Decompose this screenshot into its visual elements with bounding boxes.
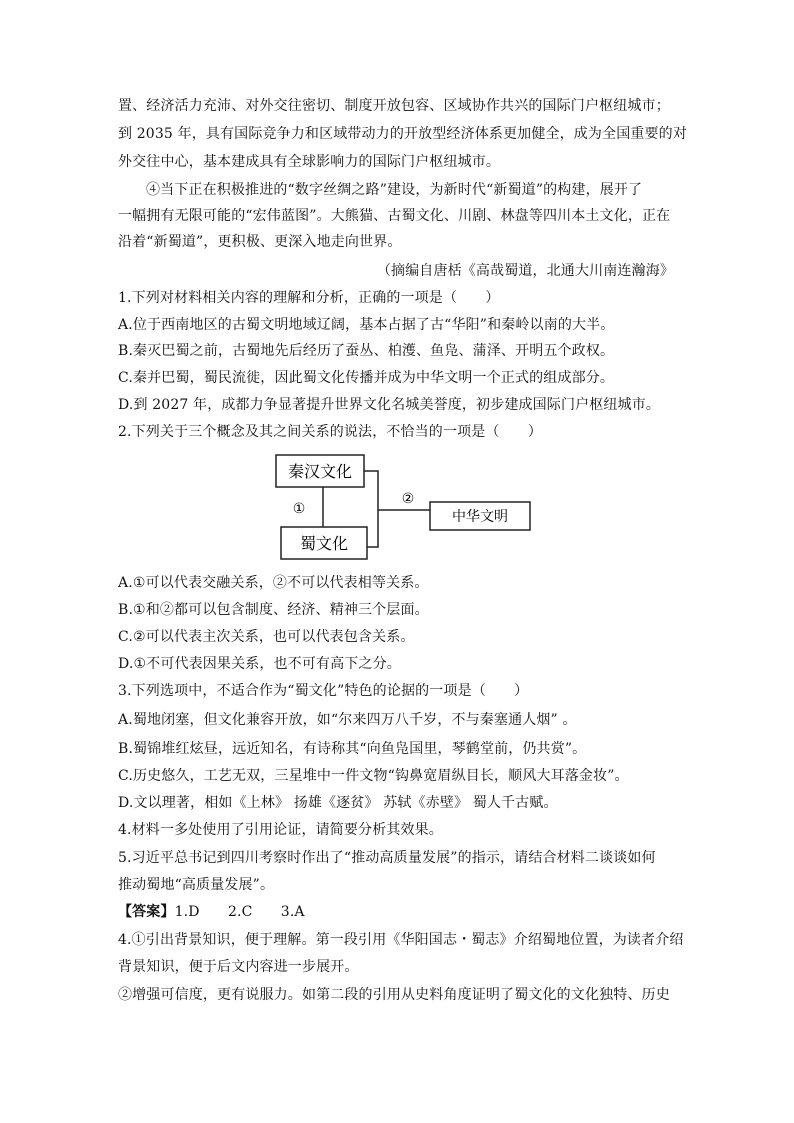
question-2-option-c: C.②可以代表主次关系，也可以代表包含关系。 bbox=[118, 629, 415, 645]
material-text-line: 置、经济活力充沛、对外交往密切、制度开放包容、区域协作共兴的国际门户枢纽城市； bbox=[118, 98, 670, 114]
question-1-stem: 1.下列对材料相关内容的理解和分析，正确的一项是（ ） bbox=[118, 290, 500, 306]
answer-label: 【答案】 bbox=[118, 904, 175, 920]
question-1-option-d: D.到 2027 年，成都力争显著提升世界文化名城美誉度，初步建成国际门户枢纽城市。 bbox=[118, 397, 661, 413]
label-circled-2: ② bbox=[401, 491, 415, 507]
material-text-line: 外交往中心，基本建成具有全球影响力的国际门户枢纽城市。 bbox=[118, 154, 501, 170]
question-5-stem-cont: 推动蜀地“高质量发展”。 bbox=[118, 877, 275, 893]
question-5-stem: 5.习近平总书记到四川考察时作出了“推动高质量发展”的指示，请结合材料二谈谈如何 bbox=[118, 850, 656, 866]
label-circled-1: ① bbox=[292, 501, 306, 517]
material-text-line: 一幅拥有无限可能的“宏伟蓝图”。大熊猫、古蜀文化、川剧、林盘等四川本土文化，正在 bbox=[118, 208, 671, 224]
question-3-option-c: C.历史悠久，工艺无双，三星堆中一件文物“钩鼻宽眉纵目长，顺风大耳落金妆”。 bbox=[118, 768, 629, 784]
material-paragraph-4: ④当下正在积极推进的“数字丝绸之路”建设，为新时代“新蜀道”的构建，展开了 bbox=[146, 182, 643, 198]
question-2-option-d: D.①不可代表因果关系，也不可有高下之分。 bbox=[118, 656, 401, 672]
answer-4-line: 4.①引出背景知识，便于理解。第一段引用《华阳国志・蜀志》介绍蜀地位置，为读者介绍 bbox=[118, 932, 684, 948]
question-2-stem: 2.下列关于三个概念及其之间关系的说法，不恰当的一项是（ ） bbox=[118, 424, 543, 440]
question-4-stem: 4.材料一多处使用了引用论证，请简要分析其效果。 bbox=[118, 822, 443, 838]
question-3-option-b: B.蜀锦堆红炫昼，远近知名，有诗称其“向鱼凫国里，琴鹤堂前，仍共赏”。 bbox=[118, 741, 587, 757]
box-zhonghua-label: 中华文明 bbox=[452, 509, 508, 525]
answer-4-line: 背景知识，便于后文内容进一步展开。 bbox=[118, 959, 359, 975]
material-text-line: 沿着“新蜀道”，更积极、更深入地走向世界。 bbox=[118, 234, 402, 250]
answer-choices: 1.D 2.C 3.A bbox=[174, 904, 305, 920]
material-source: （摘编自唐栝《高哉蜀道，北通大川南连瀚海》 bbox=[376, 263, 674, 279]
question-2-option-a: A.①可以代表交融关系，②不可以代表相等关系。 bbox=[118, 575, 429, 591]
question-3-option-a: A.蜀地闭塞，但文化兼容开放，如“尔来四万八千岁，不与秦塞通人烟” 。 bbox=[118, 712, 577, 728]
question-3-stem: 3.下列选项中，不适合作为“蜀文化”特色的论据的一项是（ ） bbox=[118, 683, 529, 699]
answer-row bbox=[118, 903, 678, 921]
material-text-line: 到 2035 年，具有国际竞争力和区域带动力的开放型经济体系更加健全，成为全国重要的对 bbox=[118, 126, 687, 142]
answer-4-line: ②增强可信度，更有说服力。如第二段的引用从史料角度证明了蜀文化的文化独特、历史 bbox=[118, 987, 670, 1003]
question-3-option-d: D.文以理著，相如《上林》 扬雄《逐贫》 苏轼《赤壁》 蜀人千古赋。 bbox=[118, 795, 558, 811]
concept-relation-diagram bbox=[270, 450, 540, 565]
question-2-option-b: B.①和②都可以包含制度、经济、精神三个层面。 bbox=[118, 602, 429, 618]
question-1-option-b: B.秦灭巴蜀之前，古蜀地先后经历了蚕丛、柏濩、鱼凫、蒲泽、开明五个政权。 bbox=[118, 343, 615, 359]
box-shu-label: 蜀文化 bbox=[299, 534, 349, 553]
question-1-option-a: A.位于西南地区的古蜀文明地域辽阔，基本占据了古“华阳”和秦岭以南的大半。 bbox=[118, 317, 615, 333]
box-qinhan-label: 秦汉文化 bbox=[287, 462, 353, 481]
question-1-option-c: C.秦并巴蜀，蜀民流徙，因此蜀文化传播并成为中华文明一个正式的组成部分。 bbox=[118, 370, 615, 386]
